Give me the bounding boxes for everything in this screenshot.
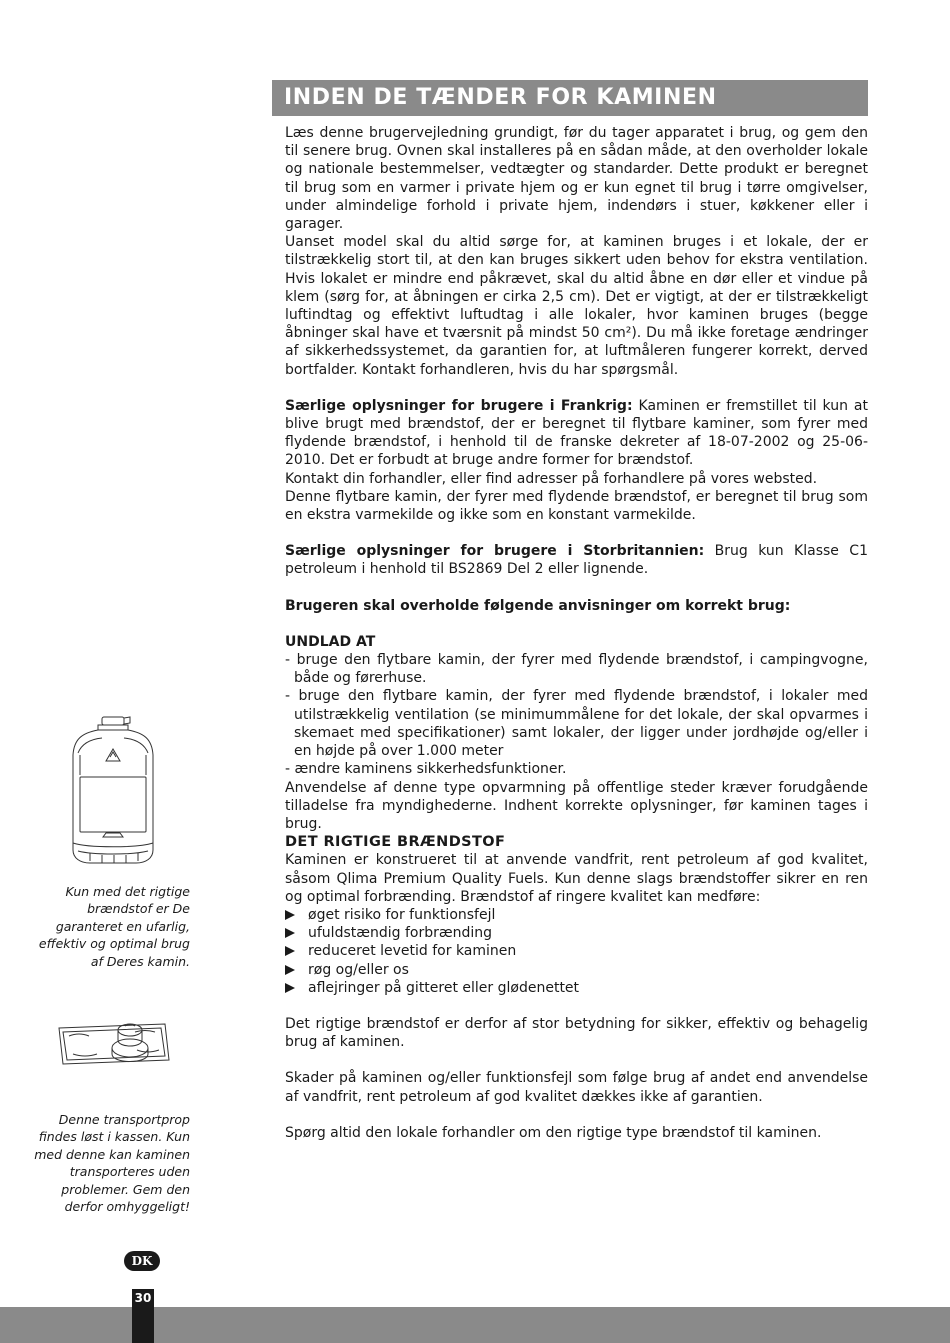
france-contact: Kontakt din forhandler, eller find adresser på forhandlere på vores websted. bbox=[285, 470, 818, 487]
main-content bbox=[285, 124, 868, 1142]
language-badge: DK bbox=[124, 1251, 160, 1271]
list-item: røg og/eller os bbox=[285, 961, 868, 979]
intro-paragraph-2: Uanset model skal du altid sørge for, at kaminen bruges i et lokale, der er tilstrækkelig stort til, at den kan bruges sikkert uden behov for ekstra ventilation. Hvis lokalet er mindre end påkrævet, skal du altid åbne en dør eller et vindue på klem (sørg for, at åbningen er cirka 2,5 cm). Det er vigtigt, at der er tilstrækkeligt luftindtag og effektivt luftudtag i alle lokaler, hvor kaminen bruges (begge åbninger skal have et tværsnit på mindst 50 cm²). Du må ikke foretage ændringer af sikkerhedssystemet, da garantien for, at luftmåleren fungerer korrekt, derved bortfalder. Kontakt forhandleren, hvis du har spørgsmål. bbox=[285, 234, 868, 378]
transport-plug-caption: Denne transportprop findes løst i kassen. Kun med denne kan kaminen transporteres uden problemer. Gem den derfor omhyggeligt! bbox=[34, 1111, 190, 1214]
france-text: Kaminen er fremstillet til kun at blive brugt med brændstof, der er beregnet til flytbare kaminer, som fyrer med flydende brændstof, i henhold til de franske dekreter af 18-07-2002 og 25-06-2010. Det er forbudt at bruge andre former for brændstof. bbox=[285, 397, 868, 469]
list-item: - bruge den flytbare kamin, der fyrer med flydende brændstof, i lokaler med utilstrækkelig ventilation (se minimummålene for det lokale, der skal opvarmes i skemaet med specifikationer) samt lokaler, der ligger under jordhøjde og/eller i en højde på over 1.000 meter bbox=[285, 687, 868, 760]
list-item: - bruge den flytbare kamin, der fyrer med flydende brændstof, i campingvogne, både og førerhuse. bbox=[285, 651, 868, 687]
page-title: INDEN DE TÆNDER FOR KAMINEN bbox=[284, 85, 717, 110]
usage-heading: Brugeren skal overholde følgende anvisninger om korrekt brug: bbox=[285, 597, 791, 614]
bullet-arrow-icon bbox=[285, 965, 295, 975]
transport-plug-icon bbox=[55, 1016, 173, 1068]
intro-paragraph-1: Læs denne brugervejledning grundigt, før du tager apparatet i brug, og gem den til senere brug. Ovnen skal installeres på en sådan måde, at den overholder lokale og nationale bestemmelser, vedtægter og standarder. Dette produkt er beregnet til brug som en varmer i private hjem og er kun egnet til brug i tørre omgivelser, under almindelige forhold i private hjem, indendørs i stuer, køkkener eller i garager. bbox=[285, 125, 868, 233]
bullet-arrow-icon bbox=[285, 983, 295, 993]
france-info bbox=[285, 397, 868, 470]
fuel-intro: Kaminen er konstrueret til at anvende vandfrit, rent petroleum af god kvalitet, såsom Qlima Premium Quality Fuels. Kun denne slags brændstoffer sikrer en ren og optimal forbrænding. Brændstof af ringere kvalitet kan medføre: bbox=[285, 852, 868, 905]
bullet-arrow-icon bbox=[285, 928, 295, 938]
list-item: reduceret levetid for kaminen bbox=[285, 942, 868, 960]
fuel-risk-list bbox=[285, 906, 868, 997]
avoid-heading: UNDLAD AT bbox=[285, 633, 376, 650]
list-item: aflejringer på gitteret eller glødenettet bbox=[285, 979, 868, 997]
fuel-caption: Kun med det rigtige brændstof er De garanteret en ufarlig, effektiv og optimal brug af Deres kamin. bbox=[38, 883, 190, 969]
uk-info bbox=[285, 542, 868, 578]
fuel-jerrycan-icon bbox=[68, 715, 158, 865]
uk-text: Brug kun Klasse C1 petroleum i henhold til BS2869 Del 2 eller lignende. bbox=[285, 543, 868, 578]
fuel-heading: DET RIGTIGE BRÆNDSTOF bbox=[285, 834, 506, 851]
france-note: Denne flytbare kamin, der fyrer med flydende brændstof, er beregnet til brug som en ekstra varmekilde og ikke som en konstant varmekilde. bbox=[285, 488, 868, 524]
list-item: ufuldstændig forbrænding bbox=[285, 924, 868, 942]
page-number: 30 bbox=[134, 1291, 152, 1305]
france-lead: Særlige oplysninger for brugere i Frankrig: bbox=[285, 397, 633, 414]
uk-lead: Særlige oplysninger for brugere i Storbritannien: bbox=[285, 543, 705, 560]
bullet-arrow-icon bbox=[285, 946, 295, 956]
avoid-note: Anvendelse af denne type opvarmning på offentlige steder kræver forudgående tilladelse fra myndighederne. Indhent korrekte oplysninger, før kaminen tages i brug. bbox=[285, 779, 868, 832]
fuel-paragraph-2: Skader på kaminen og/eller funktionsfejl som følge brug af andet end anvendelse af vandfrit, rent petroleum af god kvalitet dækkes ikke af garantien. bbox=[285, 1070, 868, 1105]
fuel-paragraph-1: Det rigtige brændstof er derfor af stor betydning for sikker, effektiv og behagelig brug af kaminen. bbox=[285, 1015, 868, 1051]
list-item: øget risiko for funktionsfejl bbox=[285, 906, 868, 924]
title-bar bbox=[272, 80, 868, 116]
avoid-list bbox=[285, 651, 868, 778]
list-item: - ændre kaminens sikkerhedsfunktioner. bbox=[285, 760, 868, 778]
bullet-arrow-icon bbox=[285, 910, 295, 920]
fuel-paragraph-3: Spørg altid den lokale forhandler om den rigtige type brændstof til kaminen. bbox=[285, 1124, 822, 1141]
